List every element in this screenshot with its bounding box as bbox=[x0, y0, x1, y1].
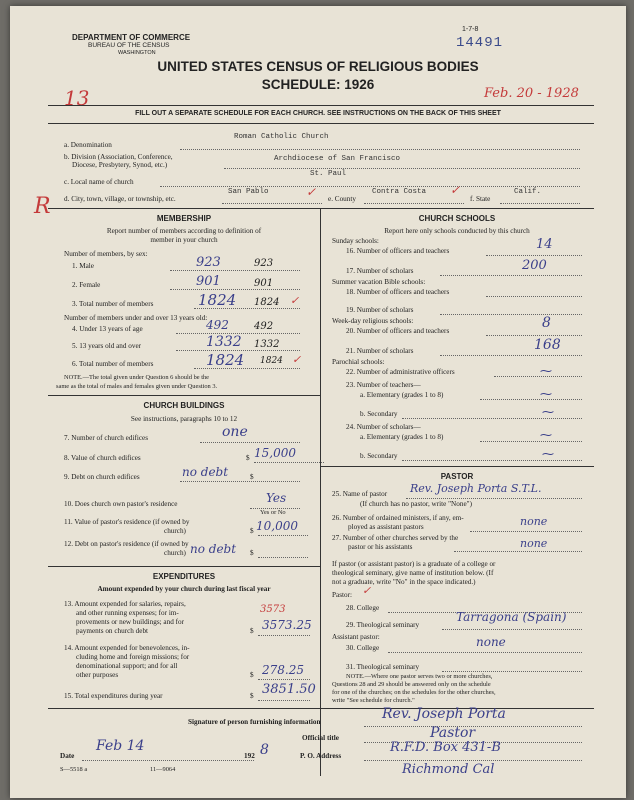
q23a-label: a. Elementary (grades 1 to 8) bbox=[360, 391, 444, 399]
pastor-note-4: write "See schedule for church." bbox=[332, 697, 415, 704]
form-instruction: FILL OUT A SEPARATE SCHEDULE FOR EACH CHURCH. SEE INSTRUCTIONS ON THE BACK OF THIS SHEET bbox=[135, 110, 501, 117]
q30-value[interactable]: none bbox=[476, 635, 506, 649]
division-label: b. Division (Association, Conference, bbox=[64, 153, 173, 161]
q4-value[interactable]: 492 bbox=[206, 318, 229, 332]
check-mark-icon: ✓ bbox=[450, 183, 461, 197]
q6-label: 6. Total number of members bbox=[72, 360, 154, 368]
division-field[interactable]: Archdiocese of San Francisco bbox=[274, 155, 401, 163]
q9-value[interactable]: no debt bbox=[182, 465, 229, 479]
q24-label: 24. Number of scholars— bbox=[346, 423, 421, 431]
q11-label: 11. Value of pastor's residence (if owned by bbox=[64, 518, 190, 526]
census-schedule-sheet bbox=[10, 6, 626, 798]
q1-label: 1. Male bbox=[72, 262, 94, 270]
q14-label-3: denominational support; and for all bbox=[76, 662, 178, 670]
weekday-label: Week-day religious schools: bbox=[332, 317, 414, 325]
q19-label: 19. Number of scholars bbox=[346, 306, 414, 314]
q13-label-4: payments on church debt bbox=[76, 627, 149, 635]
year-prefix: 192 bbox=[244, 752, 255, 760]
buildings-title: CHURCH BUILDINGS bbox=[143, 401, 225, 410]
dash-mark-icon: ⁓ bbox=[542, 405, 554, 419]
q8-value[interactable]: 15,000 bbox=[254, 446, 296, 460]
sunday-label: Sunday schools: bbox=[332, 237, 379, 245]
dollar-sign: $ bbox=[250, 549, 254, 557]
q17-value[interactable]: 200 bbox=[522, 258, 547, 273]
expenditures-title: EXPENDITURES bbox=[152, 572, 216, 581]
dollar-sign: $ bbox=[250, 627, 254, 635]
graduate-text-2: theological seminary, give name of institution below. (If bbox=[332, 569, 494, 577]
q4-typed-value: 492 bbox=[254, 321, 274, 332]
q2-label: 2. Female bbox=[72, 281, 101, 289]
q6-typed-value: 1824 bbox=[260, 356, 283, 366]
q14-label-2: cluding home and foreign missions; for bbox=[76, 653, 190, 661]
membership-note: NOTE.—The total given under Question 6 should be the bbox=[64, 374, 210, 381]
membership-title: MEMBERSHIP bbox=[156, 214, 212, 223]
dollar-sign: $ bbox=[246, 454, 250, 462]
county-field[interactable]: Contra Costa bbox=[372, 188, 427, 196]
q14-value[interactable]: 278.25 bbox=[262, 663, 304, 677]
q3-value[interactable]: 1824 bbox=[198, 291, 237, 309]
form-subtitle: SCHEDULE: 1926 bbox=[261, 77, 375, 92]
check-mark-icon: ✓ bbox=[290, 294, 300, 307]
q27-label-2: pastor or his assistants bbox=[348, 543, 413, 551]
dollar-sign: $ bbox=[250, 671, 254, 679]
q24b-label: b. Secondary bbox=[360, 452, 398, 460]
form-title: UNITED STATES CENSUS OF RELIGIOUS BODIES bbox=[157, 59, 479, 74]
denomination-field[interactable]: Roman Catholic Church bbox=[234, 133, 329, 141]
denomination-label: a. Denomination bbox=[64, 141, 112, 149]
q23b-label: b. Secondary bbox=[360, 410, 398, 418]
q26-label-2: ployed as assistant pastors bbox=[348, 523, 424, 531]
po-address-field-2[interactable]: Richmond Cal bbox=[402, 762, 495, 777]
q13-label-3: provements or new buildings; and for bbox=[76, 618, 184, 626]
form-code-2: 11—9064 bbox=[150, 766, 176, 773]
q8-label: 8. Value of church edifices bbox=[64, 454, 141, 462]
check-mark-icon: ✓ bbox=[362, 584, 372, 597]
po-address-label: P. O. Address bbox=[300, 752, 342, 760]
q25-hint: (If church has no pastor, write "None") bbox=[360, 500, 472, 508]
dash-mark-icon: ⁓ bbox=[540, 364, 552, 378]
stamp-date: Feb. 20 - 1928 bbox=[484, 86, 579, 101]
pastor-subhead: Pastor: bbox=[332, 591, 352, 599]
margin-letter: R bbox=[34, 194, 51, 219]
pastor-note-3: for one of the churches; on the schedules for the other churches, bbox=[332, 689, 496, 696]
q3-typed-value: 1824 bbox=[254, 297, 280, 308]
q12-label: 12. Debt on pastor's residence (if owned by bbox=[64, 540, 189, 548]
official-title-field[interactable]: Pastor bbox=[430, 725, 476, 741]
form-code: 1-7-8 bbox=[462, 26, 479, 33]
by-sex-label: Number of members, by sex: bbox=[64, 250, 148, 258]
q6-value[interactable]: 1824 bbox=[206, 351, 245, 369]
q11-value[interactable]: 10,000 bbox=[256, 519, 298, 533]
q18-label: 18. Number of officers and teachers bbox=[346, 288, 450, 296]
q10-value[interactable]: Yes bbox=[266, 491, 287, 505]
city-label-d: d. City, town, village, or township, etc. bbox=[64, 195, 176, 203]
q10-label: 10. Does church own pastor's residence bbox=[64, 500, 178, 508]
check-mark-icon: ✓ bbox=[306, 185, 317, 199]
official-title-label: Official title bbox=[302, 734, 339, 742]
county-label: e. County bbox=[328, 195, 356, 203]
q27-value[interactable]: none bbox=[520, 537, 548, 550]
dash-mark-icon: ⁓ bbox=[540, 428, 552, 442]
schools-intro: Report here only schools conducted by this church bbox=[384, 227, 530, 235]
q13-label-2: and other running expenses; for im- bbox=[76, 609, 179, 617]
graduate-text: If pastor (or assistant pastor) is a graduate of a college or bbox=[332, 560, 496, 568]
q7-value[interactable]: one bbox=[222, 424, 248, 440]
q3-label: 3. Total number of members bbox=[72, 300, 154, 308]
summer-label: Summer vacation Bible schools: bbox=[332, 278, 426, 286]
q15-value[interactable]: 3851.50 bbox=[262, 682, 316, 697]
margin-number: 13 bbox=[64, 86, 90, 110]
dollar-sign: $ bbox=[250, 527, 254, 535]
q10-hint: Yes or No bbox=[260, 509, 286, 516]
q13-label: 13. Amount expended for salaries, repairs, bbox=[64, 600, 186, 608]
q16-label: 16. Number of officers and teachers bbox=[346, 247, 450, 255]
by-age-label: Number of members under and over 13 years old: bbox=[64, 314, 208, 322]
q15-label: 15. Total expenditures during year bbox=[64, 692, 163, 700]
q11-label-2: church) bbox=[164, 527, 186, 535]
q25-label: 25. Name of pastor bbox=[332, 490, 388, 498]
q12-value[interactable]: no debt bbox=[190, 542, 237, 556]
q1-value[interactable]: 923 bbox=[196, 255, 221, 270]
dollar-sign: $ bbox=[250, 692, 254, 700]
graduate-text-3: not a graduate, write "No" in the space indicated.) bbox=[332, 578, 476, 586]
date-label: Date bbox=[60, 752, 75, 760]
membership-intro: Report number of members according to definition of bbox=[106, 227, 262, 235]
city-field[interactable]: San Pablo bbox=[228, 188, 269, 196]
buildings-intro: See instructions, paragraphs 10 to 12 bbox=[130, 415, 238, 423]
q20-label: 20. Number of officers and teachers bbox=[346, 327, 450, 335]
q24a-label: a. Elementary (grades 1 to 8) bbox=[360, 433, 444, 441]
bureau-label: BUREAU OF THE CENSUS bbox=[88, 42, 170, 49]
signature-field[interactable]: Rev. Joseph Porta bbox=[382, 706, 506, 722]
q31-label: 31. Theological seminary bbox=[346, 663, 420, 671]
q13-note: 3573 bbox=[260, 604, 286, 615]
q14-label-4: other purposes bbox=[76, 671, 119, 679]
q5-label: 5. 13 years old and over bbox=[72, 342, 142, 350]
form-code-1: S—5518 a bbox=[60, 766, 88, 773]
q14-label: 14. Amount expended for benevolences, in- bbox=[64, 644, 190, 652]
date-field[interactable]: Feb 14 bbox=[96, 738, 145, 754]
q22-label: 22. Number of administrative officers bbox=[346, 368, 455, 376]
q4-label: 4. Under 13 years of age bbox=[72, 325, 143, 333]
q23-label: 23. Number of teachers— bbox=[346, 381, 421, 389]
membership-intro-2: member in your church bbox=[150, 236, 218, 244]
pastor-note-2: Questions 28 and 29 should be answered only on the schedule bbox=[332, 681, 491, 688]
q20-value[interactable]: 8 bbox=[542, 315, 551, 331]
parochial-label: Parochial schools: bbox=[332, 358, 385, 366]
assistant-subhead: Assistant pastor: bbox=[332, 633, 380, 641]
year-field[interactable]: 8 bbox=[260, 742, 269, 758]
q26-value[interactable]: none bbox=[520, 515, 548, 528]
pastor-title: PASTOR bbox=[440, 472, 474, 481]
q26-label: 26. Number of ordained ministers, if any, em- bbox=[332, 514, 464, 522]
signature-label: Signature of person furnishing information bbox=[188, 718, 321, 726]
serial-number: 14491 bbox=[456, 35, 504, 51]
q2-value[interactable]: 901 bbox=[196, 274, 221, 289]
expenditures-intro: Amount expended by your church during last fiscal year bbox=[97, 585, 271, 593]
q29-value[interactable]: Tarragona (Spain) bbox=[456, 610, 567, 624]
q21-label: 21. Number of scholars bbox=[346, 347, 414, 355]
dash-mark-icon: ⁓ bbox=[542, 447, 554, 461]
q27-label: 27. Number of other churches served by the bbox=[332, 534, 459, 542]
q9-label: 9. Debt on church edifices bbox=[64, 473, 140, 481]
dept-label: DEPARTMENT OF COMMERCE bbox=[72, 33, 191, 42]
q21-value[interactable]: 168 bbox=[534, 337, 561, 353]
schools-title: CHURCH SCHOOLS bbox=[418, 214, 496, 223]
q12-label-2: church) bbox=[164, 549, 186, 557]
state-field[interactable]: Calif. bbox=[514, 188, 542, 196]
dollar-sign: $ bbox=[250, 473, 254, 481]
q5-value[interactable]: 1332 bbox=[206, 334, 242, 350]
q2-typed-value: 901 bbox=[254, 278, 274, 289]
check-mark-icon: ✓ bbox=[292, 353, 302, 366]
q16-value[interactable]: 14 bbox=[536, 237, 553, 252]
q17-label: 17. Number of scholars bbox=[346, 267, 414, 275]
q5-typed-value: 1332 bbox=[254, 339, 280, 350]
q30-label: 30. College bbox=[346, 644, 380, 652]
q13-value[interactable]: 3573.25 bbox=[262, 618, 312, 632]
city-label: WASHINGTON bbox=[118, 50, 156, 56]
q29-label: 29. Theological seminary bbox=[346, 621, 420, 629]
local-name-field[interactable]: St. Paul bbox=[310, 170, 347, 178]
po-address-field[interactable]: R.F.D. Box 431-B bbox=[390, 740, 501, 755]
local-name-label: c. Local name of church bbox=[64, 178, 134, 186]
membership-note-2: same as the total of males and females given under Question 3. bbox=[56, 383, 218, 390]
pastor-note: NOTE.—Where one pastor serves two or more churches, bbox=[346, 673, 493, 680]
q28-label: 28. College bbox=[346, 604, 380, 612]
division-label-2: Diocese, Presbytery, Synod, etc.) bbox=[72, 161, 168, 169]
q7-label: 7. Number of church edifices bbox=[64, 434, 149, 442]
q25-value[interactable]: Rev. Joseph Porta S.T.L. bbox=[410, 482, 542, 495]
dash-mark-icon: ⁓ bbox=[540, 387, 552, 401]
q1-typed-value: 923 bbox=[254, 258, 274, 269]
state-label: f. State bbox=[470, 195, 491, 203]
